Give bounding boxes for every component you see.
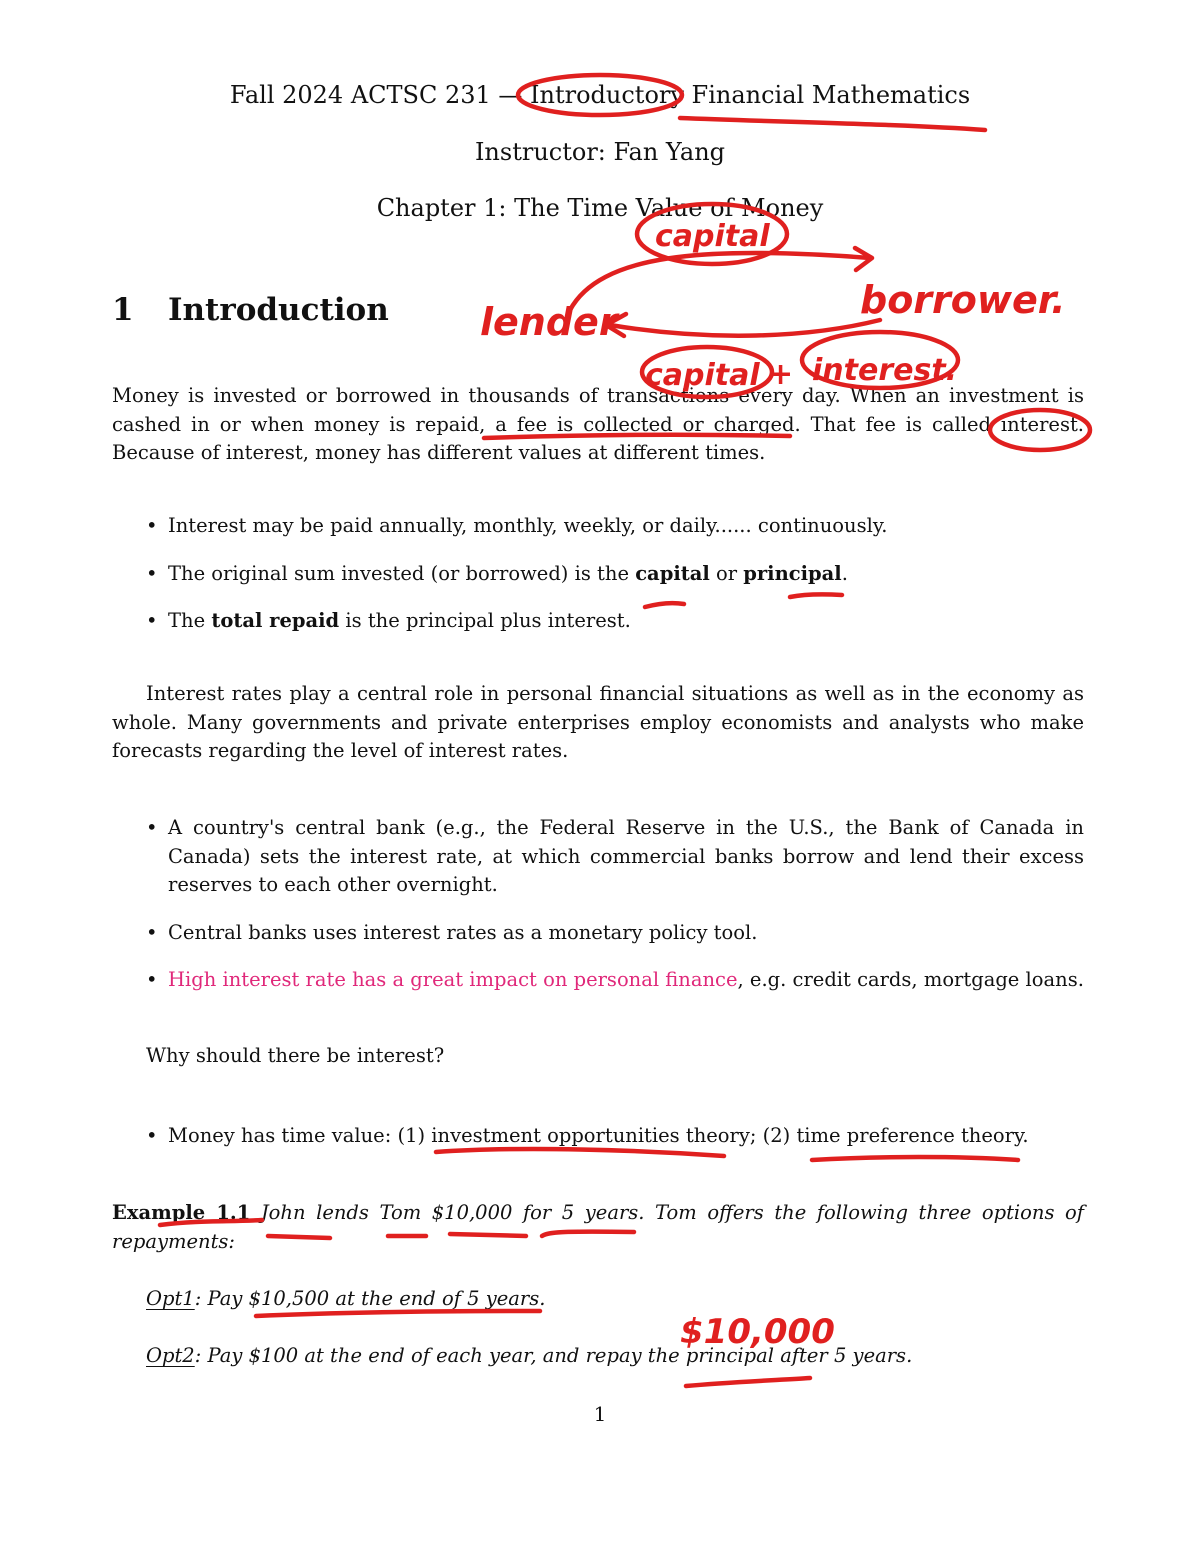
bullet-text: Central banks uses interest rates as a monetary policy tool. xyxy=(168,920,758,944)
bullet-icon: • xyxy=(146,920,158,944)
bullet-text: A country's central bank (e.g., the Federal Reserve in the U.S., the Bank of Canada in Canada) sets the interest rate, at which commercial banks borrow and lend their excess reserves to each other overnight. xyxy=(168,816,1084,896)
intro-paragraph: Money is invested or borrowed in thousands of transactions every day. When an investment is cashed in or when money is repaid, a fee is collected or charged. That fee is called interest. Because of interest, money has different values at different times. xyxy=(112,384,1084,464)
underline-annotation xyxy=(680,118,985,130)
bullet-icon: • xyxy=(146,968,158,991)
page-number: 1 xyxy=(593,1402,607,1426)
option-1 xyxy=(112,1285,1084,1314)
arrow-annotation xyxy=(570,253,870,310)
bullet-list-time-value xyxy=(112,1122,1084,1151)
bullet-text-pre: The original sum invested (or borrowed) is the xyxy=(168,561,636,585)
bullet-icon: • xyxy=(146,561,158,585)
bullet-text: , e.g. credit cards, mortgage loans. xyxy=(737,968,1084,991)
list-item xyxy=(112,966,1084,995)
list-item xyxy=(112,607,1084,636)
section-title: Introduction xyxy=(168,292,389,328)
course-title: Fall 2024 ACTSC 231 — Introductory Financial Mathematics xyxy=(229,81,971,109)
handwritten-plus: + xyxy=(768,357,794,392)
list-item xyxy=(112,560,1084,589)
option-2 xyxy=(112,1342,1084,1371)
bullet-list-central-bank xyxy=(112,814,1084,995)
handwritten-interest: interest. xyxy=(812,353,958,388)
instructor-line: Instructor: Fan Yang xyxy=(474,138,726,166)
underline-annotation xyxy=(812,1157,1018,1160)
bullet-icon: • xyxy=(146,1124,158,1147)
list-item xyxy=(112,512,1084,541)
bullet-text: Money has time value: (1) investment opportunities theory; (2) time preference theory. xyxy=(168,1124,1029,1147)
arrow-annotation xyxy=(610,320,880,336)
section-number: 1 xyxy=(112,292,134,328)
list-item xyxy=(112,1122,1084,1151)
term-capital: capital xyxy=(635,561,710,585)
bullet-icon: • xyxy=(146,816,158,839)
term-principal: principal xyxy=(743,561,842,585)
underline-annotation xyxy=(686,1378,810,1386)
arrow-head-icon xyxy=(855,248,872,270)
list-item xyxy=(112,919,1084,948)
chapter-title: Chapter 1: The Time Value of Money xyxy=(376,194,824,222)
option-label: Opt2 xyxy=(146,1344,195,1367)
example-label: Example 1.1 xyxy=(112,1201,251,1224)
bullet-icon: • xyxy=(146,514,158,537)
arrow-head-icon xyxy=(606,314,626,336)
bullet-text-post: . xyxy=(841,561,848,585)
bullet-text-pre: The xyxy=(168,609,212,632)
highlighted-text: High interest rate has a great impact on personal finance xyxy=(168,968,738,991)
handwritten-capital-top: capital xyxy=(655,219,770,254)
bullet-list-basics xyxy=(112,512,1084,636)
handwritten-capital-bottom: capital xyxy=(645,358,760,393)
handwritten-lender: lender xyxy=(480,300,618,344)
question-line: Why should there be interest? xyxy=(146,1044,445,1067)
list-item xyxy=(112,814,1084,900)
handwritten-amount: $10,000 xyxy=(680,1312,835,1352)
circle-annotation xyxy=(802,332,958,388)
bullet-text: Interest may be paid annually, monthly, weekly, or daily...... continuously. xyxy=(168,514,888,537)
bullet-icon: • xyxy=(146,609,158,632)
term-total-repaid: total repaid xyxy=(211,609,340,632)
example-block xyxy=(112,1199,1084,1256)
example-text: John lends Tom $10,000 for 5 years. Tom offers the following three options of repayments: xyxy=(112,1201,1084,1253)
interest-rates-paragraph: Interest rates play a central role in personal financial situations as well as in the economy as whole. Many governments and private enterprises employ economists and analysts who make forecasts regarding the level of interest rates. xyxy=(112,682,1084,762)
option-label: Opt1 xyxy=(146,1287,195,1310)
option-text: : Pay $10,500 at the end of 5 years. xyxy=(194,1287,546,1310)
option-text: : Pay $100 at the end of each year, and repay the principal after 5 years. xyxy=(194,1344,913,1367)
bullet-text-mid: or xyxy=(709,561,744,585)
handwritten-borrower: borrower. xyxy=(860,278,1066,322)
bullet-text-post: is the principal plus interest. xyxy=(339,609,631,632)
